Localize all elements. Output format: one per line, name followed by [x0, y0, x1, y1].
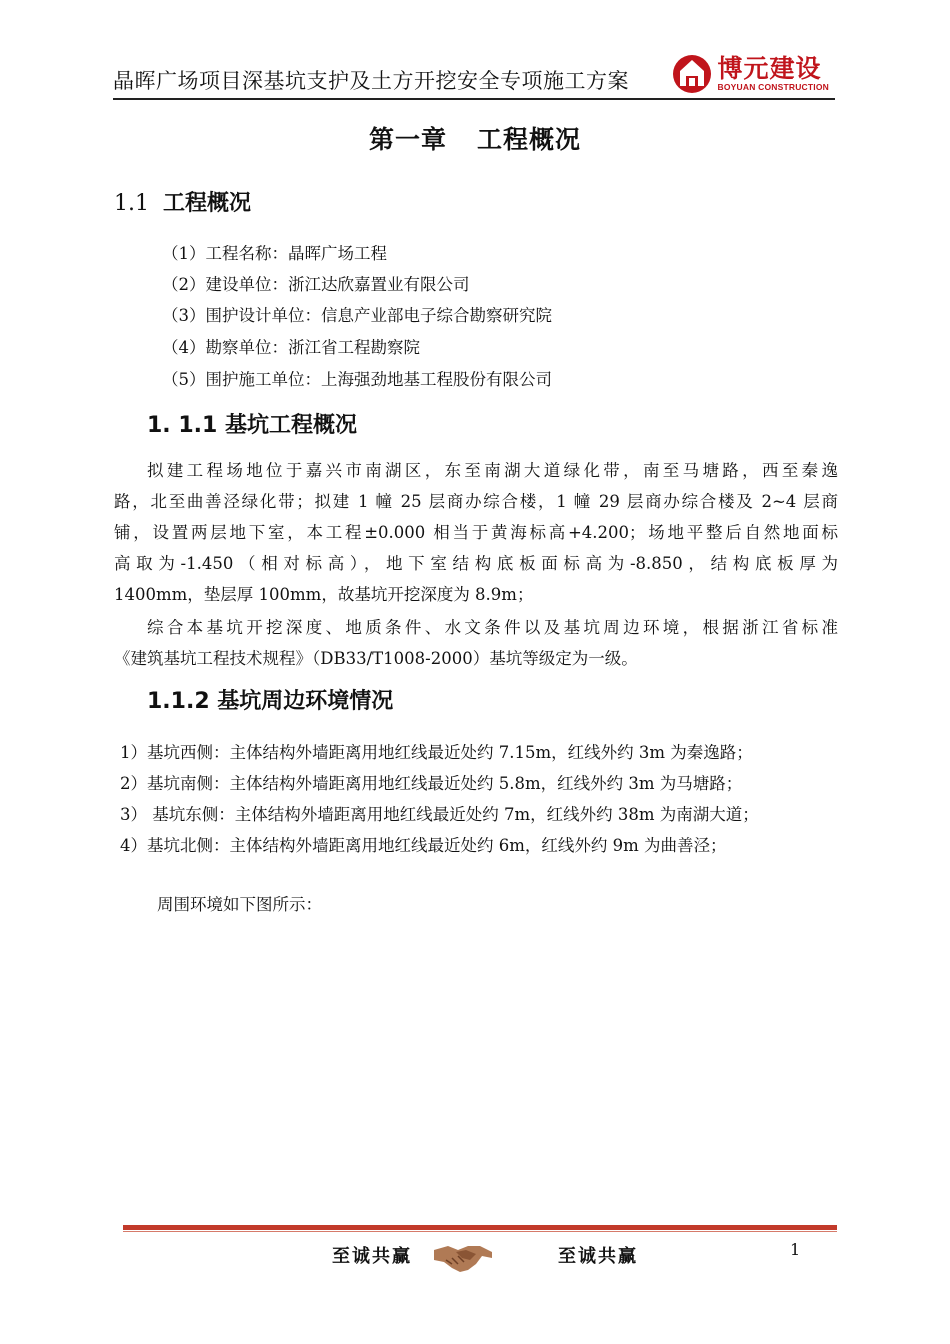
paragraph-line: 高取为-1.450（相对标高），地下室结构底板面标高为-8.850，结构底板厚为: [114, 554, 838, 573]
surrounding-south: 2）基坑南侧：主体结构外墙距离用地红线最近处约 5.8m，红线外约 3m 为马塘路；: [120, 774, 743, 793]
footer-motto-right: 至诚共赢: [558, 1246, 638, 1267]
footer-divider-thin: [123, 1231, 837, 1232]
paragraph-line: 《建筑基坑工程技术规程》（DB33/T1008-2000）基坑等级定为一级。: [114, 649, 638, 668]
surrounding-east: 3） 基坑东侧：主体结构外墙距离用地红线最近处约 7m，红线外约 38m 为南湖大道；: [120, 805, 759, 824]
chapter-heading: [0, 120, 950, 156]
handshake-icon: [432, 1236, 494, 1276]
logo-chinese-name: 博元建设: [717, 54, 822, 83]
footer-divider: [123, 1225, 837, 1230]
info-construction-unit: （5）围护施工单位：上海强劲地基工程股份有限公司: [162, 370, 552, 389]
info-survey-unit: （4）勘察单位：浙江省工程勘察院: [162, 338, 420, 357]
company-logo: [672, 54, 829, 94]
section-heading-1-1-2: 1.1.2 基坑周边环境情况: [147, 689, 394, 714]
page-number: 1: [790, 1240, 801, 1259]
footer-motto-left: 至诚共赢: [332, 1246, 412, 1267]
surrounding-north: 4）基坑北侧：主体结构外墙距离用地红线最近处约 6m，红线外约 9m 为曲善泾；: [120, 836, 727, 855]
chapter-label: 第一章: [368, 125, 447, 154]
paragraph-line: 铺，设置两层地下室，本工程±0.000 相当于黄海标高+4.200；场地平整后自然地面标: [114, 523, 838, 542]
section-heading-1-1-1: 1. 1.1 基坑工程概况: [147, 413, 357, 438]
paragraph-line: 路，北至曲善泾绿化带；拟建 1 幢 25 层商办综合楼，1 幢 29 层商办综合楼及 2~4 层商: [114, 492, 838, 511]
section-number: 1.1: [114, 191, 149, 216]
section-heading-1-1: [114, 186, 251, 217]
logo-english-name: BOYUAN CONSTRUCTION: [717, 82, 829, 92]
paragraph-line: 1400mm，垫层厚 100mm，故基坑开挖深度为 8.9m；: [114, 585, 534, 604]
logo-mark-icon: [672, 54, 712, 94]
paragraph-site-overview: [114, 455, 838, 610]
figure-note: 周围环境如下图所示：: [157, 895, 322, 914]
surrounding-west: 1）基坑西侧：主体结构外墙距离用地红线最近处约 7.15m，红线外约 3m 为秦逸路；: [120, 743, 753, 762]
chapter-title: 工程概况: [477, 125, 582, 154]
page-header: [113, 50, 835, 100]
paragraph-line: 拟建工程场地位于嘉兴市南湖区，东至南湖大道绿化带，南至马塘路，西至秦逸: [147, 461, 838, 480]
info-builder: （2）建设单位：浙江达欣嘉置业有限公司: [162, 275, 470, 294]
document-title: 晶晖广场项目深基坑支护及土方开挖安全专项施工方案: [113, 69, 629, 93]
section-title: 工程概况: [163, 191, 252, 216]
info-design-unit: （3）围护设计单位：信息产业部电子综合勘察研究院: [162, 306, 552, 325]
paragraph-line: 综合本基坑开挖深度、地质条件、水文条件以及基坑周边环境，根据浙江省标准: [147, 618, 838, 637]
info-project-name: （1）工程名称：晶晖广场工程: [162, 244, 387, 263]
paragraph-grade: [114, 612, 838, 674]
